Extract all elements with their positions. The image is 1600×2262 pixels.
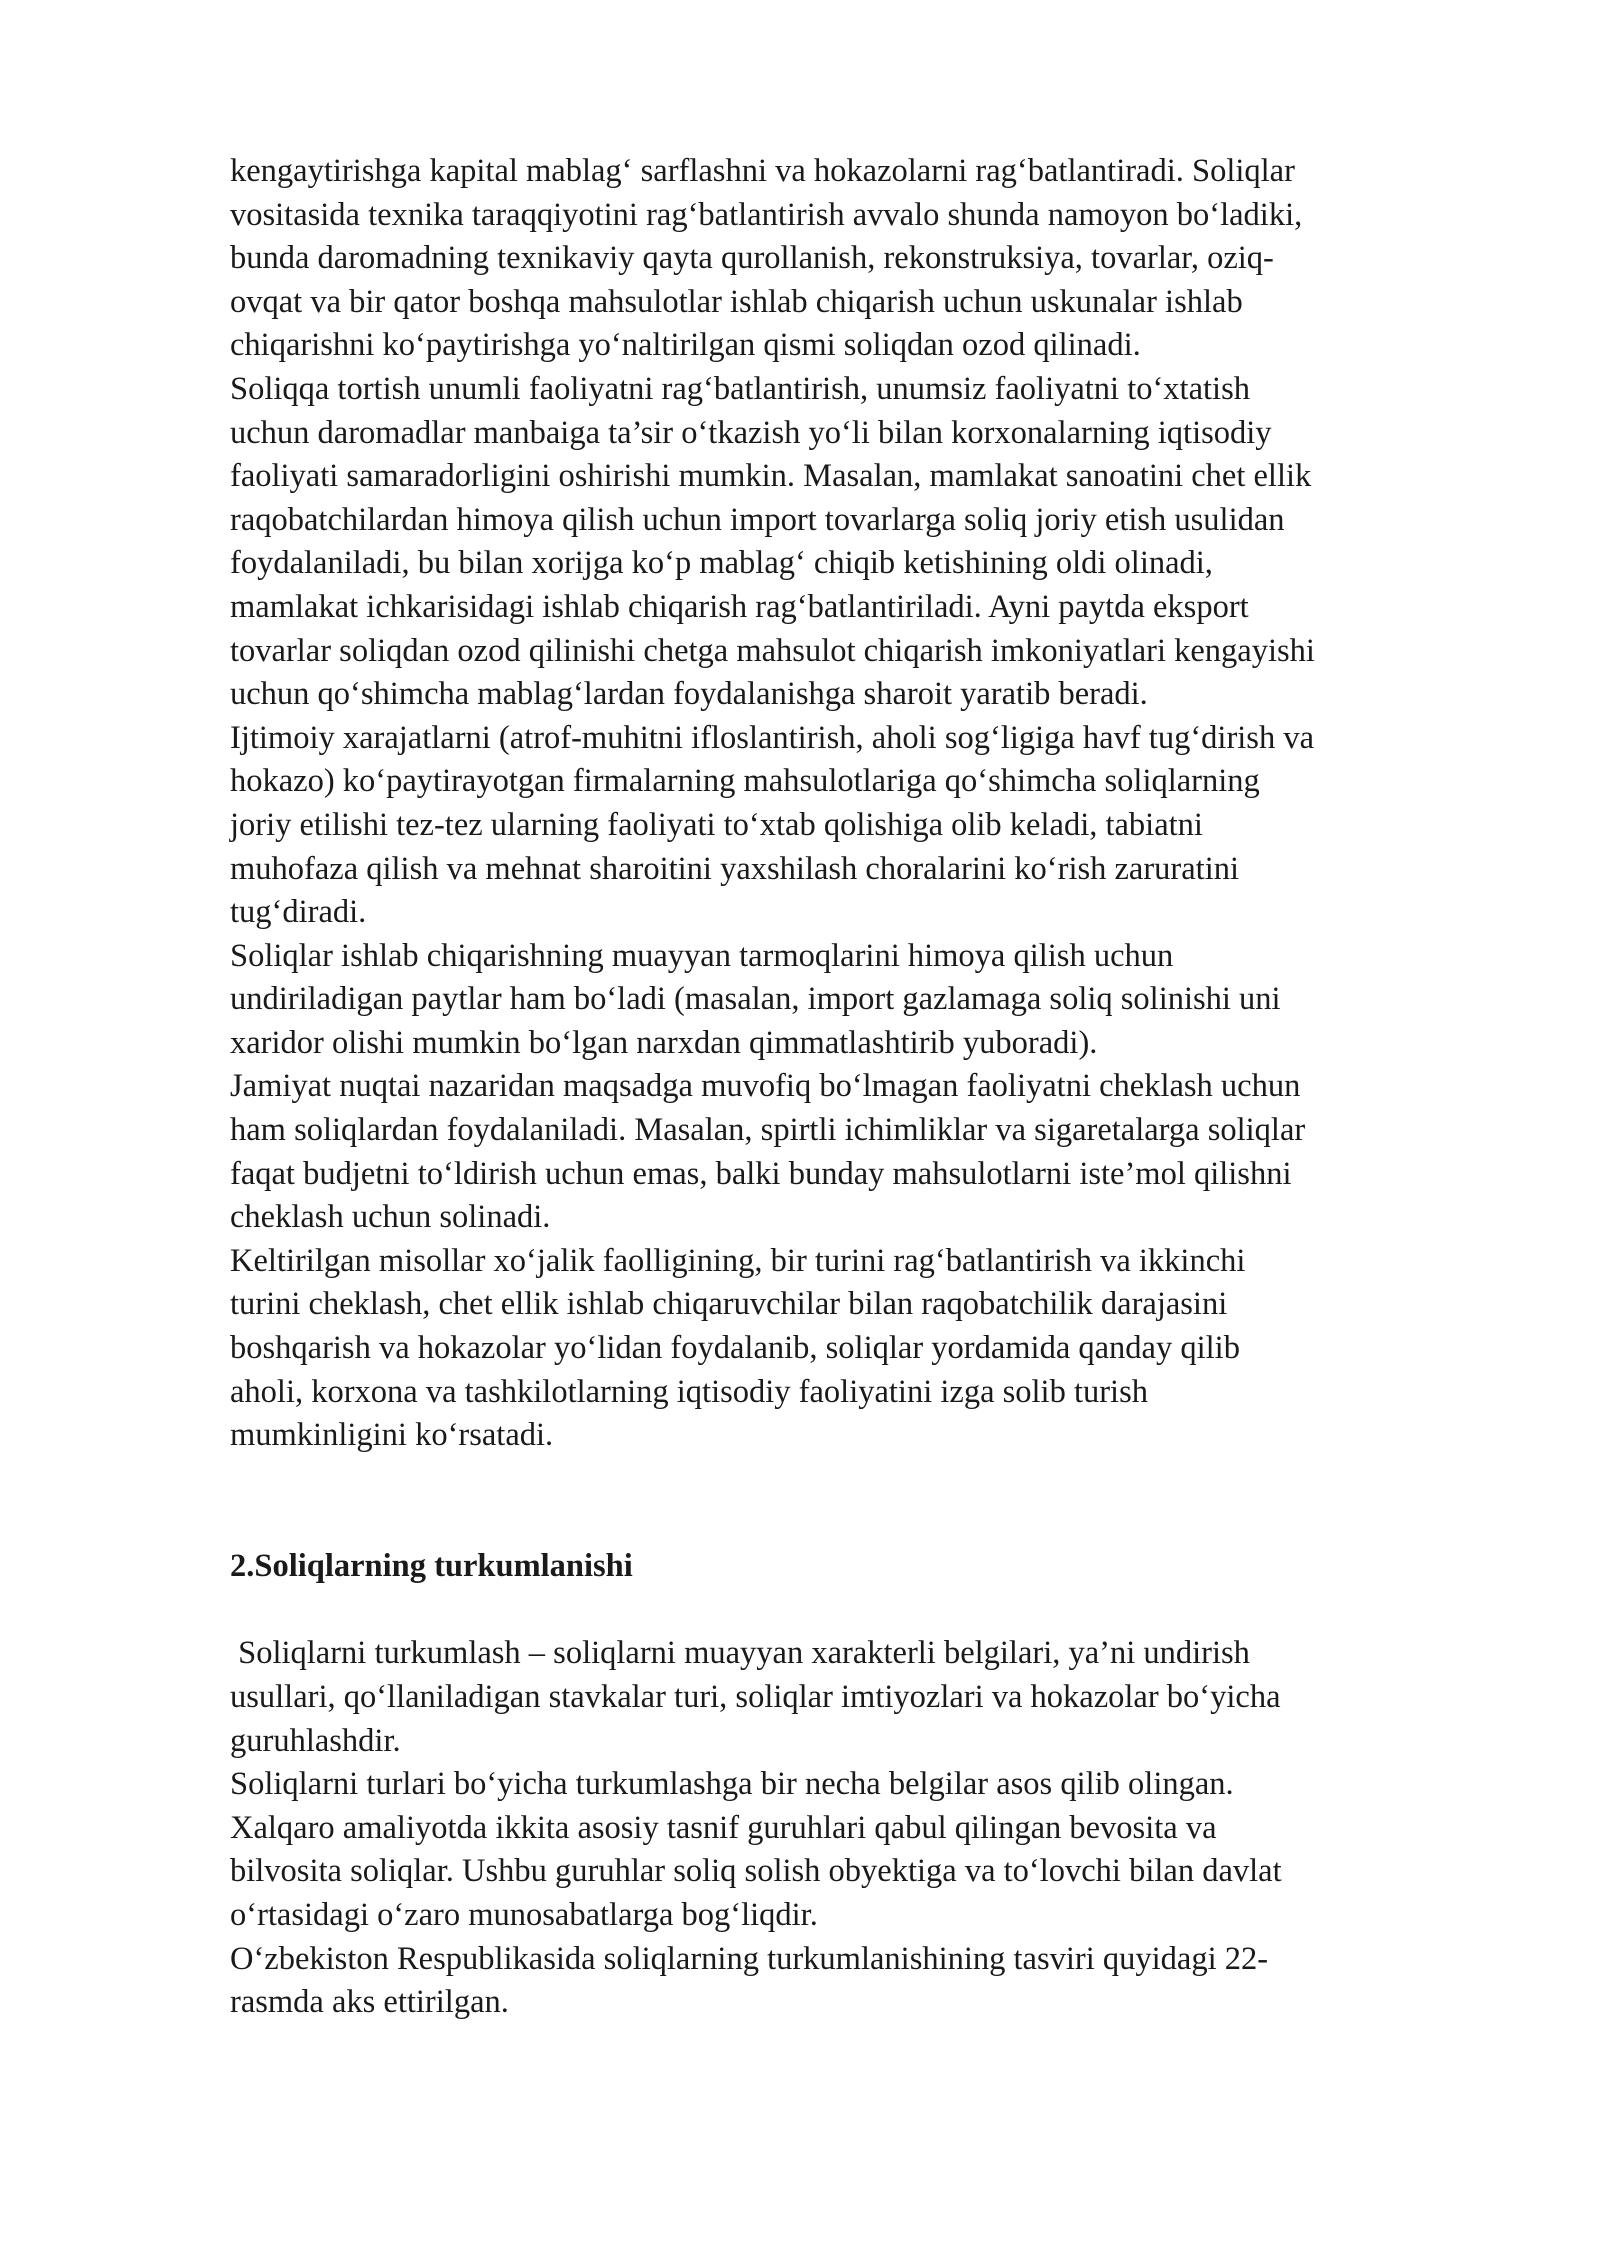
text-line: tug‘diradi.: [230, 894, 367, 931]
text-line: uchun qo‘shimcha mablag‘lardan foydalanishga sharoit yaratib beradi.: [230, 676, 1148, 713]
text-line: kengaytirishga kapital mablag‘ sarflashni va hokazolarni rag‘batlantiradi. Soliqlar: [230, 153, 1295, 189]
text-line: Jamiyat nuqtai nazaridan maqsadga muvofiq bo‘lmagan faoliyatni cheklash uchun: [230, 1068, 1301, 1105]
text-line: ham soliqlardan foydalaniladi. Masalan, spirtli ichimliklar va sigaretalarga soliqlar: [230, 1112, 1306, 1149]
text-line: bilvosita soliqlar. Ushbu guruhlar soliq solish obyektiga va to‘lovchi bilan davlat: [230, 1853, 1282, 1890]
text-line: chiqarishni ko‘paytirishga yo‘naltirilgan qismi soliqdan ozod qilinadi.: [230, 327, 1141, 364]
text-line: O‘zbekiston Respublikasida soliqlarning turkumlanishining tasviri quyidagi 22-: [230, 1940, 1269, 1977]
text-line: cheklash uchun solinadi.: [230, 1199, 551, 1236]
text-line: foydalaniladi, bu bilan xorijga ko‘p mablag‘ chiqib ketishining oldi olinadi,: [230, 545, 1213, 582]
text-line: uchun daromadlar manbaiga ta’sir o‘tkazish yo‘li bilan korxonalarning iqtisodiy: [230, 414, 1272, 451]
text-line: boshqarish va hokazolar yo‘lidan foydalanib, soliqlar yordamida qanday qilib: [230, 1330, 1240, 1367]
text-line: mamlakat ichkarisidagi ishlab chiqarish rag‘batlantiriladi. Ayni paytda eksport: [230, 588, 1249, 625]
text-line: Ijtimoiy xarajatlarni (atrof-muhitni ifloslantirish, aholi sog‘ligiga havf tug‘dirish va: [230, 719, 1314, 756]
text-line: bunda daromadning texnikaviy qayta qurollanish, rekonstruksiya, tovarlar, oziq-: [230, 240, 1274, 277]
text-line: Soliqqa tortish unumli faoliyatni rag‘batlantirish, unumsiz faoliyatni to‘xtatish: [230, 370, 1250, 407]
body-text-part2: [230, 1632, 1530, 2024]
text-line: muhofaza qilish va mehnat sharoitini yaxshilash choralarini ko‘rish zaruratini: [230, 850, 1240, 887]
text-line: guruhlashdir.: [230, 1722, 401, 1759]
text-line: Xalqaro amaliyotda ikkita asosiy tasnif guruhlari qabul qilingan bevosita va: [230, 1809, 1217, 1846]
text-line: joriy etilishi tez-tez ularning faoliyati to‘xtab qolishiga olib keladi, tabiatni: [230, 806, 1203, 843]
section-heading: 2.Soliqlarning turkumlanishi: [230, 1547, 633, 1584]
text-line: tovarlar soliqdan ozod qilinishi chetga mahsulot chiqarish imkoniyatlari kengayishi: [230, 632, 1315, 669]
text-line: mumkinligini ko‘rsatadi.: [230, 1417, 554, 1454]
text-line: Soliqlarni turlari bo‘yicha turkumlashga bir necha belgilar asos qilib olingan.: [230, 1766, 1234, 1803]
text-line: vositasida texnika taraqqiyotini rag‘batlantirish avvalo shunda namoyon bo‘ladiki,: [230, 196, 1303, 233]
text-line: faqat budjetni to‘ldirish uchun emas, balki bunday mahsulotlarni iste’mol qilishni: [230, 1155, 1292, 1192]
text-line: xaridor olishi mumkin bo‘lgan narxdan qimmatlashtirib yuboradi).: [230, 1024, 1098, 1061]
text-line: undiriladigan paytlar ham bo‘ladi (masalan, import gazlamaga soliq solinishi uni: [230, 981, 1281, 1018]
text-line: hokazo) ko‘paytirayotgan firmalarning mahsulotlariga qo‘shimcha soliqlarning: [230, 763, 1260, 800]
text-line: o‘rtasidagi o‘zaro munosabatlarga bog‘liqdir.: [230, 1896, 818, 1933]
text-line: faoliyati samaradorligini oshirishi mumkin. Masalan, mamlakat sanoatini chet ellik: [230, 458, 1312, 495]
text-line: usullari, qo‘llaniladigan stavkalar turi, soliqlar imtiyozlari va hokazolar bo‘yicha: [230, 1679, 1281, 1715]
text-line: Soliqlarni turkumlash – soliqlarni muayyan xarakterli belgilari, ya’ni undirish: [230, 1635, 1250, 1672]
text-line: ovqat va bir qator boshqa mahsulotlar ishlab chiqarish uchun uskunalar ishlab: [230, 283, 1243, 320]
document-page: [230, 150, 1530, 2025]
text-line: Soliqlar ishlab chiqarishning muayyan tarmoqlarini himoya qilish uchun: [230, 937, 1174, 974]
text-line: raqobatchilardan himoya qilish uchun import tovarlarga soliq joriy etish usulidan: [230, 501, 1285, 538]
text-line: aholi, korxona va tashkilotlarning iqtisodiy faoliyatini izga solib turish: [230, 1373, 1148, 1410]
text-line: Keltirilgan misollar xo‘jalik faolligining, bir turini rag‘batlantirish va ikkinchi: [230, 1242, 1246, 1279]
text-line: turini cheklash, chet ellik ishlab chiqaruvchilar bilan raqobatchilik darajasini: [230, 1286, 1228, 1323]
text-line: rasmda aks ettirilgan.: [230, 1984, 509, 2021]
spacer: [230, 1588, 1530, 1632]
spacer: [230, 1458, 1530, 1545]
body-text-part1: [230, 150, 1530, 1458]
